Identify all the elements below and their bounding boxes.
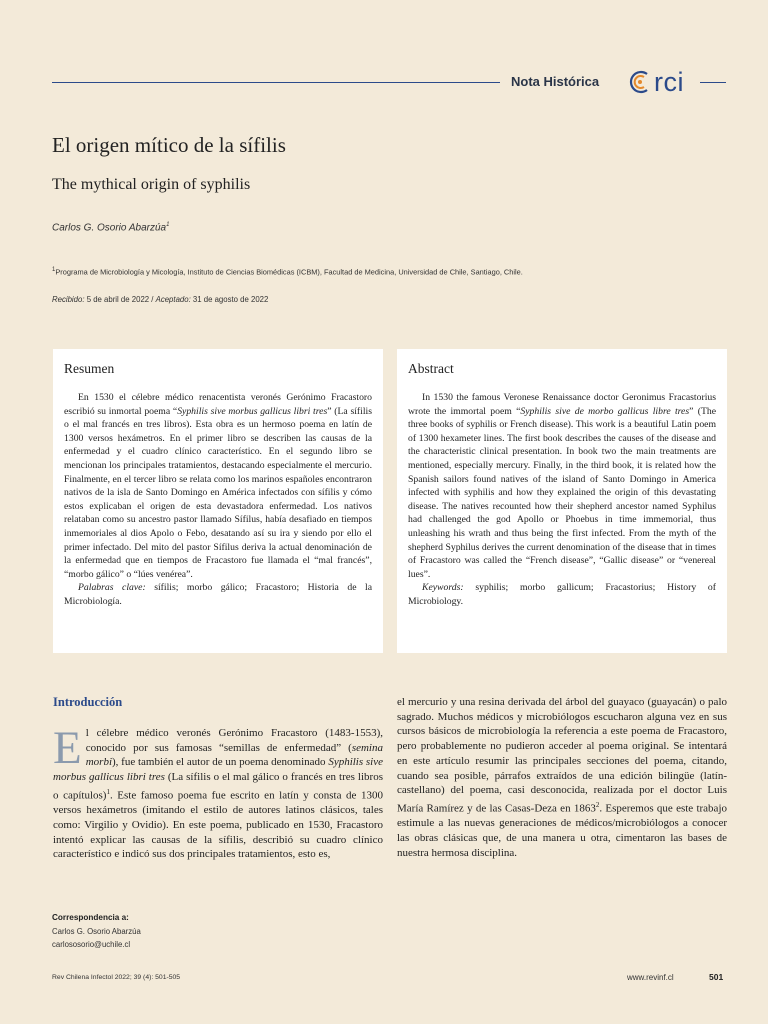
intro-text-c: (La sífilis o el mal gálico o francés en tres libros o capítulos) [53,771,383,802]
received-date: 5 de abril de 2022 [86,295,150,304]
accepted-label: Aceptado: [155,295,191,304]
intro-text-b: ), fue también el autor de un poema denominado [112,756,329,769]
header-rule-right [700,82,726,83]
resumen-poem-title: Syphilis sive morbus gallicus libri tres [177,405,328,417]
resumen-keywords-label: Palabras clave: [78,582,146,594]
intro-paragraph-left [53,722,384,862]
intro-paragraph-right [397,695,727,860]
abstract-text-b: ” (The three books of syphilis or French disease). This work is a beautiful Latin poem of 1300 hexameter lines. The first book describes the causes of the disease and the characteristic clinical presentation. In book two the main treatments are mentioned, especially mercury. Finally, in the third book, it is related how the Spanish sailors found natives of the island of Santo Domingo in America infected with syphilis and how they explained the origin of this devastating disease. The natives recounted how their shepherd ancestor named Syphilus had challenged the god Apollo or Phoebus in time immemorial, thus unleashing his wrath and thus being the first infected. From the myth of the shepherd Syphilus derives the current denomination of the disease that in times of Fracastoro was called the “French disease”, “Gallic disease” or “venereal lues”. [408,405,717,580]
intro-right-text-a: el mercurio y una resina derivada del árbol del guayaco (guayacán) o palo sagrado. Muchos médicos y microbiólogos escucharon alguna vez en sus cursos básicos de microbiología la referencia a este poema de Fracastoro, pero probablemente no pudieron acceder al poema original. Se intentará en este artículo resumir las principales secciones del poema, citando, cuando sea posible, párrafos extraídos de una edición bilingüe (latín-castellano) del poema, casi desconocida, realizada por el doctor Luis María Ramírez y de las Casas-Deza en 1863 [397,696,727,815]
resumen-keywords [64,581,372,608]
header-rule [52,82,500,83]
abstract-box [397,349,727,653]
abstract-keywords-text: syphilis; morbo gallicum; Fracastorius; History of Microbiology. [408,582,716,607]
author-name: Carlos G. Osorio Abarzúa [52,222,167,234]
intro-text-d: . Este famoso poema fue escrito en latín y consta de 1300 versos hexámetros (imitando el estilo de autores latinos clásicos, tales como: Virgilio y Ovidio). En este poema, publicado en 1530, Fracastoro intentó explicar las causas de la sífilis, describió su cuadro clínico característico e indicó sus dos principales tratamientos, esto es, [53,789,383,861]
accepted-date: 31 de agosto de 2022 [192,295,269,304]
abstract-keywords [408,581,716,608]
logo-c-icon [627,67,653,97]
journal-logo [627,67,684,97]
drop-cap: E [53,722,82,774]
intro-right-ref-sup: 2 [595,800,600,809]
resumen-paragraph [64,391,372,581]
intro-italic-title: Syphilis sive morbus gallicus libri tres [53,756,384,784]
page-number: 501 [709,972,724,982]
resumen-text-b: ” (La sífilis o el mal francés en tres libros). Esta obra es un hermoso poema en latín de 1300 versos hexámetros. En el primer libro se describen las causas de la enfermedad y el cuadro clínico característico. En el segundo libro se mencionan los principales tratamientos, destacando especialmente el mercurio. Finalmente, en el tercer libro se relata como los marinos españoles encontraron nativos de la isla de Santo Domingo en América infectados con sífilis y cómo estos explicaban el origen de esta devastadora enfermedad. Los nativos relataban como su ancestro pastor llamado Sífilus, había desafiado en tiempos inmemoriales al dios Apolo o Febo, desatando así su ira y siendo por ello el primer infectado. Del mito del pastor Sífilus deriva la actual denominación de la enfermedad que en tiempos de Fracastoro fue llamada el “mal francés”, “morbo gálico” o “lúes venérea”. [64,405,372,580]
correspondence-name: Carlos G. Osorio Abarzúa [52,927,141,936]
abstract-keywords-label: Keywords: [422,582,464,594]
author-sup: 1 [166,222,170,228]
dates-line: Recibido: 5 de abril de 2022 / Aceptado: 31 de agosto de 2022 [52,295,269,304]
abstract-text-a: In 1530 the famous Veronese Renaissance doctor Geronimus Fracastorius wrote the immortal poem “ [408,392,716,417]
article-subtitle: The mythical origin of syphilis [52,176,251,193]
intro-column-left [53,722,384,862]
resumen-heading: Resumen [64,361,115,376]
intro-heading: Introducción [53,695,123,709]
correspondence-heading: Correspondencia a: [52,913,129,922]
affiliation [52,267,523,276]
affiliation-text: Programa de Microbiología y Micología, Instituto de Ciencias Biomédicas (ICBM), Facultad de Medicina, Universidad de Chile, Santiago, Chile. [55,267,523,277]
received-label: Recibido: [52,295,85,304]
abstract-poem-title: Syphilis sive de morbo gallicus libre tres [520,405,690,417]
resumen-text-a: En 1530 el célebre médico renacentista veronés Gerónimo Fracastoro escribió su inmortal poema “ [64,392,372,417]
intro-italic-semina: semina morbi [85,741,383,769]
abstract-paragraph [408,391,716,581]
intro-right-text-b: . Esperemos que este trabajo estimule a las nuevas generaciones de médicos/microbiólogos a conocer las obras clásicas que, de una manera u otra, cimentaron las bases de nuestra hermosa disciplina. [397,802,727,859]
intro-column-right [397,695,727,860]
footer-website[interactable]: www.revinf.cl [627,973,674,982]
abstract-heading: Abstract [408,361,454,376]
footer-citation: Rev Chilena Infectol 2022; 39 (4): 501-505 [52,974,181,981]
resumen-box [53,349,383,653]
intro-ref-sup: 1 [106,787,110,796]
correspondence-email[interactable]: carlososorio@uchile.cl [52,940,131,949]
affiliation-sup: 1 [52,267,56,273]
resumen-keywords-text: sífilis; morbo gálico; Fracastoro; Historia de la Microbiología. [64,582,372,607]
intro-text-a: l célebre médico veronés Gerónimo Fracastoro (1483-1553), conocido por sus famosas “semillas de enfermedad” ( [85,727,383,754]
author-line [52,222,169,233]
section-label: Nota Histórica [511,74,600,89]
logo-text: rci [654,67,684,97]
article-title: El origen mítico de la sífilis [52,133,286,157]
